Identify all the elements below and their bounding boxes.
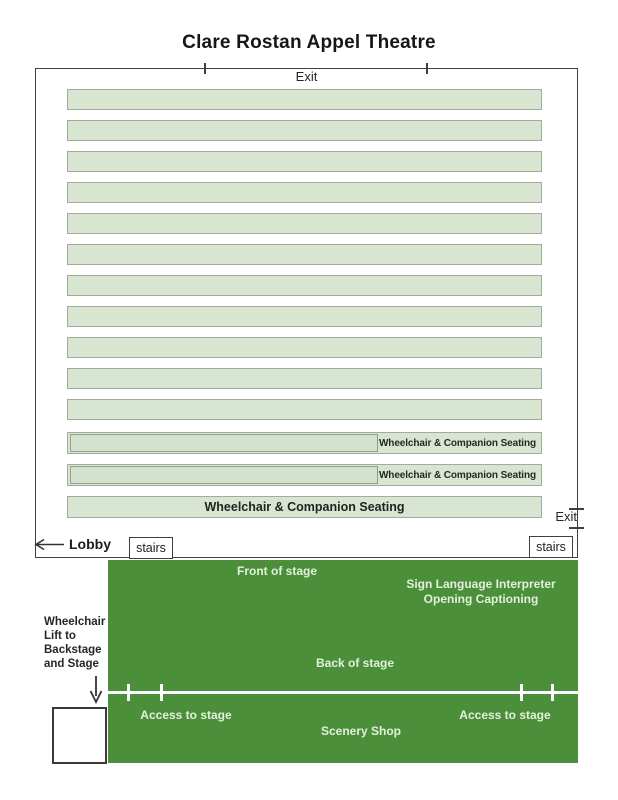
interpreter-captioning-label <box>406 577 555 607</box>
lift-label-line: Lift to <box>44 630 76 642</box>
access-to-stage-left-label: Access to stage <box>140 708 232 722</box>
stage-access-line <box>108 691 578 694</box>
seat-row <box>67 89 542 110</box>
seat-row <box>67 275 542 296</box>
seat-row <box>67 399 542 420</box>
lift-label-line: Backstage <box>44 644 102 656</box>
access-tick <box>520 684 523 701</box>
front-of-stage-label: Front of stage <box>237 564 317 578</box>
exit-right-tick-top <box>569 508 584 510</box>
seat-row <box>67 120 542 141</box>
down-arrow-icon <box>88 675 104 707</box>
stairs-left-box: stairs <box>129 537 173 559</box>
wheelchair-row <box>67 464 542 486</box>
seat-row <box>67 182 542 203</box>
page-title: Clare Rostan Appel Theatre <box>182 32 436 53</box>
exit-top-label: Exit <box>295 69 318 84</box>
sign-language-interpreter-label: Sign Language Interpreter <box>406 577 556 591</box>
wheelchair-companion-label: Wheelchair & Companion Seating <box>378 437 536 449</box>
access-tick <box>160 684 163 701</box>
left-arrow-icon <box>33 538 65 551</box>
access-tick <box>127 684 130 701</box>
seat-row <box>67 213 542 234</box>
exit-right-label: Exit <box>555 509 577 524</box>
access-to-stage-right-label: Access to stage <box>459 708 551 722</box>
wheelchair-lift-box <box>52 707 107 764</box>
lobby-label: Lobby <box>69 536 111 552</box>
seat-row <box>67 151 542 172</box>
wheelchair-companion-label: Wheelchair & Companion Seating <box>378 469 536 481</box>
lift-label-line: Wheelchair <box>44 616 106 628</box>
seat-section <box>70 434 378 452</box>
back-of-stage-label: Back of stage <box>315 656 395 670</box>
access-tick <box>551 684 554 701</box>
seat-section <box>70 466 378 484</box>
wheelchair-row <box>67 432 542 454</box>
lift-label-line: and Stage <box>44 658 99 670</box>
seat-rows <box>67 89 542 420</box>
stairs-right-box: stairs <box>529 536 573 558</box>
seat-row <box>67 368 542 389</box>
auditorium-outline <box>35 68 578 558</box>
seat-row <box>67 244 542 265</box>
wheelchair-lift-label <box>44 615 105 671</box>
seat-row <box>67 306 542 327</box>
lobby-indicator <box>33 536 111 552</box>
exit-top-tick-right <box>426 63 428 74</box>
opening-captioning-label: Opening Captioning <box>423 592 539 606</box>
stage-area <box>108 560 578 763</box>
exit-right-tick-bottom <box>569 527 584 529</box>
scenery-shop-label: Scenery Shop <box>320 724 402 738</box>
seat-row <box>67 337 542 358</box>
exit-top-tick-left <box>204 63 206 74</box>
accessible-row: Wheelchair & Companion Seating <box>67 496 542 518</box>
